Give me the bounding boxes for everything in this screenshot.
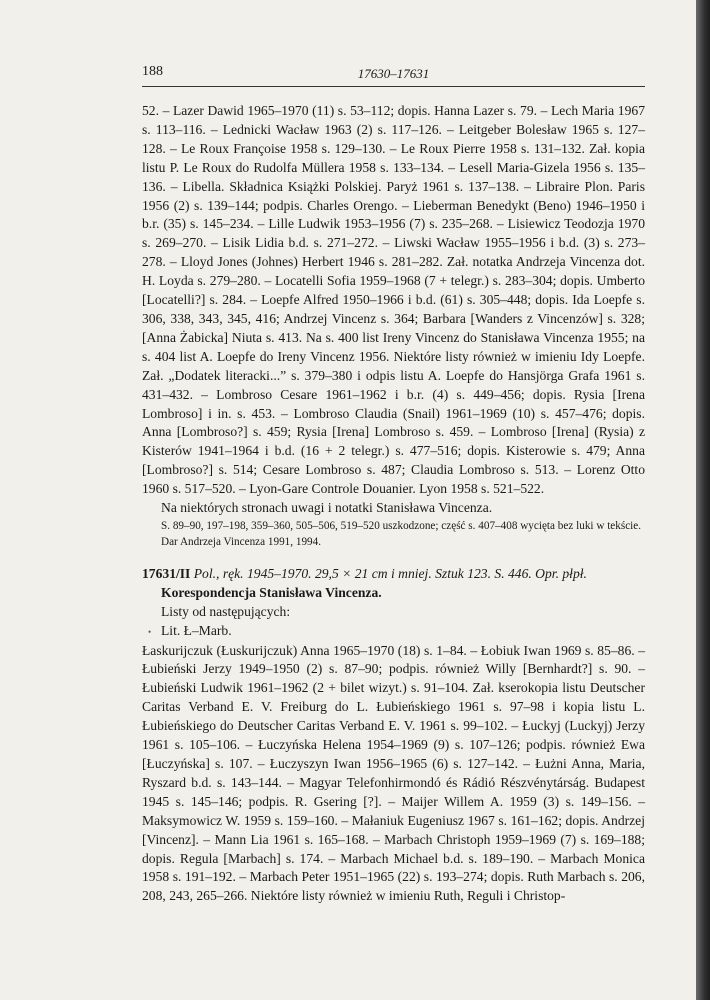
entry-17631-number: 17631/II (142, 565, 191, 581)
entry-17631-letters-from: Listy od następujących: (161, 603, 291, 619)
entry-17630-provenance: Dar Andrzeja Vincenza 1991, 1994. (161, 536, 322, 549)
entry-17631-text: Łaskurijczuk (Łuskurijczuk) Anna 1965–1970 (18) s. 1–84. – Łobiuk Iwan 1969 s. 85–86. – Łubieński Jerzy 1949–1950 (2) s. 87–90; podpis. również Willy [Bernhardt?] s. 90. – Łubieński Ludwik 1961–1962 (2 + bilet wizyt.) s. 91–104. Zał. kserokopia listu Deutscher Caritas Verband E. V. Freiburg do L. Łubieńskiego 1961 s. 97–98 i kopia listu L. Łubieńskiego do Deutscher Caritas Verband E. V. 1961 s. 99–102. – Łuckyj (Luckyj) Jerzy 1961 s. 105–106. – Łuczyńska Helena 1954–1969 (9) s. 107–126; podpis. również Ewa [Łuczyńska] s. 107. – Łuczyszyn Iwan 1956–1965 (6) s. 127–142. – Łużni Anna, Maria, Ryszard b.d. s. 143–144. – Magyar Telefonhirmondó és Rádió Részvénytárság. Budapest 1945 s. 145–146; podpis. R. Gsering [?]. – Maijer Willem A. 1959 (3) s. 149–156. – Maksymowicz W. 1959 s. 159–160. – Małaniuk Eugeniusz 1967 s. 161–162; dopis. Andrzej [Vincenz]. – Mann Lia 1961 s. 165–168. – Marbach Christoph 1959–1969 (7) s. 169–188; dopis. Regula [Marbach] s. 174. – Marbach Michael b.d. s. 189–190. – Marbach Monica 1958 s. 191–192. – Marbach Peter 1951–1965 (22) s. 193–274; dopis. Ruth Marbach s. 206, 208, 243, 265–266. Niektóre listy również w imieniu Ruth, Reguli i Christop- (142, 642, 645, 904)
entry-17631-lit-range: Lit. Ł–Marb. (161, 622, 232, 638)
page-edge-shadow (696, 0, 710, 1000)
running-title: 17630–17631 (357, 66, 430, 81)
entry-gap (142, 551, 645, 565)
entry-17630-notes: Na niektórych stronach uwagi i notatki Stanisława Vincenza. (161, 500, 493, 516)
entry-17631-heading (142, 565, 645, 584)
page-number: 188 (142, 64, 163, 79)
entry-17631-title: Korespondencja Stanisława Vincenza. (161, 584, 382, 600)
page-body (142, 102, 645, 906)
page-header (142, 62, 645, 87)
entry-17630-text: 52. – Lazer Dawid 1965–1970 (11) s. 53–112; dopis. Hanna Lazer s. 79. – Lech Maria 1967 s. 113–116. – Lednicki Wacław 1963 (2) s. 117–126. – Leitgeber Bolesław 1965 s. 127–128. – Le Roux Françoise 1958 s. 129–130. – Le Roux Pierre 1958 s. 131–132. Zał. kopia listu P. Le Roux do Rudolfa Müllera 1958 s. 133–134. – Lesell Maria-Gizela 1956 s. 135–136. – Libella. Składnica Książki Polskiej. Paryż 1961 s. 137–138. – Libraire Plon. Paris 1956 (2) s. 139–144; podpis. Charles Orengo. – Lieberman Benedykt (Beno) 1946–1950 i b.r. (35) s. 145–234. – Lille Ludwik 1953–1956 (7) s. 235–268. – Lisiewicz Teodozja 1970 s. 269–270. – Lisik Lidia b.d. s. 271–272. – Liwski Wacław 1955–1956 i b.d. (3) s. 273–278. – Lloyd Jones (Johnes) Herbert 1946 s. 281–282. Zał. notatka Andrzeja Vincenza dot. H. Loyda s. 279–280. – Locatelli Sofia 1959–1968 (7 + telegr.) s. 283–304; dopis. Umberto [Locatelli?] s. 284. – Loepfe Alfred 1950–1966 i b.d. (61) s. 305–448; dopis. Ida Loepfe s. 306, 338, 343, 345, 416; Andrzej Vincenz s. 364; Barbara [Wanders z Vincenzów] s. 328; [Anna Żabicka] Niuta s. 413. Na s. 400 list Ireny Vincenz do Stanisława Vincenza 1955; na s. 404 list A. Loepfe do Ireny Vincenz 1956. Niektóre listy również w imieniu Idy Loepfe. Zał. „Dodatek literacki...” s. 379–380 i odpis listu A. Loepfe do Hansjörga Grafa 1961 s. 431–432. – Lombroso Cesare 1961–1962 i b.r. (4) s. 449–456; dopis. Rysia [Irena Lombroso] i in. s. 453. – Lombroso Claudia (Snail) 1961–1969 (10) s. 457–476; dopis. Anna [Lombroso?] s. 459; Rysia [Irena] Lombroso s. 459. – Lombroso [Irena] (Rysia) z Kisterów 1941–1964 i b.d. (16 + 2 telegr.) s. 477–516; dopis. Kisterowie s. 479; Anna [Lombroso?] s. 514; Cesare Lombroso s. 487; Claudia Lombroso s. 513. – Lorenz Otto 1960 s. 517–520. – Lyon-Gare Controle Douanier. Lyon 1958 s. 521–522. (142, 103, 645, 497)
entry-17631-lit-range-line (142, 622, 645, 642)
entry-17630-damage-note: S. 89–90, 197–198, 359–360, 505–506, 519–520 uszkodzone; część s. 407–408 wycięta bez luki w tekście. (161, 519, 642, 532)
bullet-mark: • (148, 626, 152, 637)
entry-17631-description: Pol., ręk. 1945–1970. 29,5 × 21 cm i mniej. Sztuk 123. S. 446. Opr. płpł. (193, 565, 587, 581)
